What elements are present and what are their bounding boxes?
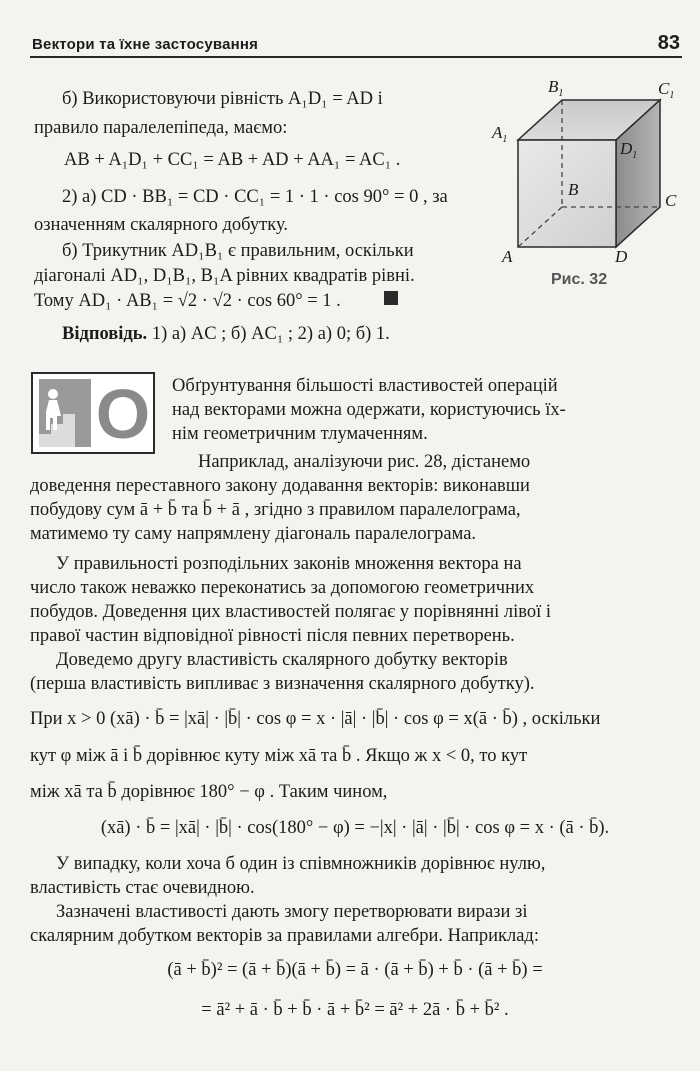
paragraph-line: скалярним добутком векторів за правилами алгебри. Наприклад: bbox=[30, 926, 539, 946]
vertex-label-c: C bbox=[665, 191, 677, 210]
paragraph-line: нім геометричним тлумаченням. bbox=[172, 424, 428, 444]
equation-square-expansion-2: = ā² + ā · b̄ + b̄ · ā + b̄² = ā² + 2ā · b̄ + b̄² . bbox=[201, 1000, 509, 1020]
vertex-label-c1: $C_1$ bbox=[658, 79, 675, 101]
chapter-title: Вектори та їхне застосування bbox=[32, 36, 259, 53]
paragraph-line: над векторами можна одержати, користуючись їх- bbox=[172, 400, 566, 420]
paragraph-line: У правильності розподільних законів множення вектора на bbox=[56, 554, 522, 574]
paragraph-2 bbox=[30, 450, 680, 546]
running-header bbox=[30, 28, 680, 58]
solution-line-2: правило паралелепіпеда, маємо: bbox=[34, 118, 288, 138]
equation-vector-sum: AB + A₁D₁ + CC₁ = AB + AD + AA₁ = AC₁ . bbox=[64, 150, 401, 170]
cube-front-face bbox=[518, 140, 616, 247]
paragraph-line: Доведемо другу властивість скалярного добутку векторів bbox=[56, 650, 508, 670]
figure-caption: Рис. 32 bbox=[551, 271, 608, 288]
paragraph-line: доведення переставного закону додавання векторів: виконавши bbox=[30, 476, 530, 496]
paragraph-line: число також неважко переконатись за допомогою геометричних bbox=[30, 578, 535, 598]
paragraph-line: Наприклад, аналізуючи рис. 28, дістанемо bbox=[198, 452, 531, 472]
paragraph-3 bbox=[30, 552, 680, 648]
paragraph-line: побудов. Доведення цих властивостей полягає у порівнянні лівої і bbox=[30, 602, 552, 622]
end-of-proof-mark bbox=[384, 291, 398, 305]
answer-label: Відповідь. bbox=[62, 324, 148, 344]
paragraph-line: матимемо ту саму напрямлену діагональ паралелограма. bbox=[30, 524, 477, 544]
vertex-label-b: B bbox=[568, 180, 579, 199]
rationale-section-icon bbox=[31, 372, 155, 454]
header-rule bbox=[30, 56, 682, 58]
paragraph-6 bbox=[30, 900, 680, 948]
vertex-label-d: D bbox=[615, 247, 628, 266]
solution-line-7: Тому AD₁ · AB₁ = √2 · √2 · cos 60° = 1 . bbox=[34, 291, 341, 311]
solution-line-6: діагоналі AD₁, D₁B₁, B₁A рівних квадратів рівні. bbox=[34, 266, 415, 286]
vertex-label-a: A bbox=[502, 247, 513, 266]
page-number: 83 bbox=[657, 32, 680, 54]
solution-line-3: 2) а) CD · BB₁ = CD · CC₁ = 1 · 1 · cos 90° = 0 , за bbox=[62, 187, 448, 207]
proof-line-3: між xā та b̄ дорівнює 180° − φ . Таким чином, bbox=[30, 782, 388, 802]
paragraph-line: (перша властивість випливає з визначення скалярного добутку). bbox=[30, 674, 535, 694]
paragraph-line: побудову сум ā + b̄ та b̄ + ā , згідно з правилом паралелограма, bbox=[30, 500, 521, 520]
answer-line bbox=[62, 323, 390, 345]
paragraph-1 bbox=[172, 374, 680, 446]
equation-scalar-property: (xā) · b̄ = |xā| · |b̄| · cos(180° − φ) = −|x| · |ā| · |b̄| · cos φ = x · (ā · b̄). bbox=[100, 818, 610, 838]
solution-line-5: б) Трикутник AD₁B₁ є правильним, оскільки bbox=[62, 241, 414, 261]
section-letter: О bbox=[95, 375, 151, 453]
cube-figure bbox=[488, 72, 688, 302]
equation-square-expansion-1: (ā + b̄)² = (ā + b̄)(ā + b̄) = ā · (ā + b̄) + b̄ · (ā + b̄) = bbox=[167, 960, 543, 980]
vertex-label-d1: $D_1$ bbox=[620, 139, 638, 161]
proof-line-2: кут φ між ā і b̄ дорівнює куту між xā та b̄ . Якщо ж x < 0, то кут bbox=[30, 746, 528, 766]
paragraph-line: властивість стає очевидною. bbox=[30, 878, 255, 898]
person-head-icon bbox=[48, 389, 58, 399]
vertex-label-a1: $A_1$ bbox=[492, 123, 508, 145]
solution-line-1: б) Використовуючи рівність A₁D₁ = AD і bbox=[62, 89, 383, 109]
paragraph-line: Зазначені властивості дають змогу перетворювати вирази зі bbox=[56, 902, 528, 922]
paragraph-line: У випадку, коли хоча б один із співмножників дорівнює нулю, bbox=[56, 854, 546, 874]
paragraph-line: Обґрунтування більшості властивостей операцій bbox=[172, 376, 558, 396]
paragraph-4 bbox=[30, 648, 680, 696]
vertex-label-b1: $B_1$ bbox=[548, 77, 564, 99]
paragraph-5 bbox=[30, 852, 680, 900]
paragraph-line: правої частин відповідної рівності після певних перетворень. bbox=[30, 626, 515, 646]
answer-text: 1) а) AC ; б) AC₁ ; 2) а) 0; б) 1. bbox=[147, 324, 390, 344]
proof-line-1: При x > 0 (xā) · b̄ = |xā| · |b̄| · cos φ = x · |ā| · |b̄| · cos φ = x(ā · b̄) , оскільки bbox=[30, 709, 601, 729]
solution-line-4: означенням скалярного добутку. bbox=[34, 215, 288, 235]
